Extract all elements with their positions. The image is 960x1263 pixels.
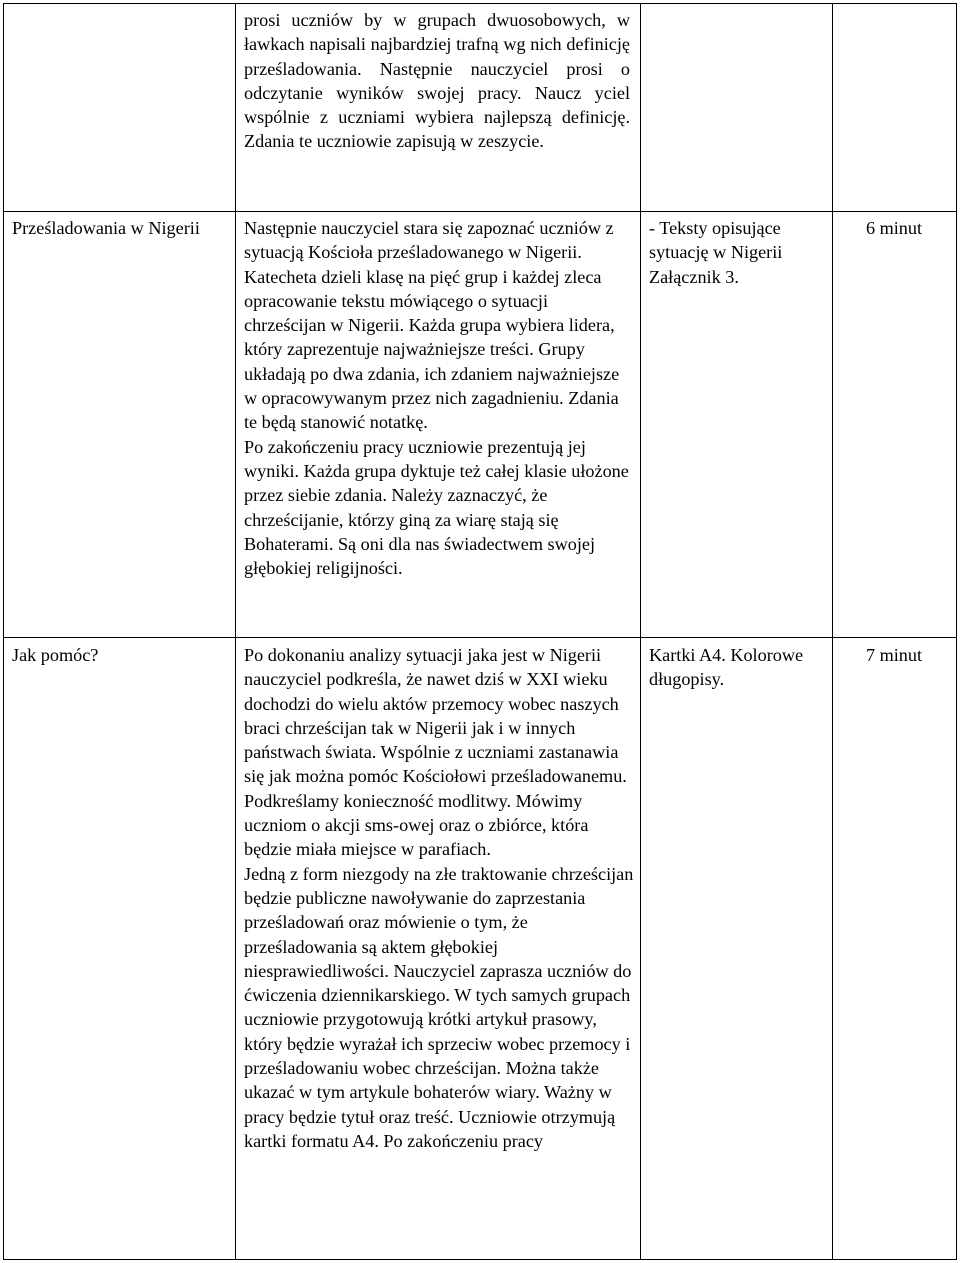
row-3-time: 7 minut bbox=[865, 645, 923, 665]
row-3-description-paragraph-1: Po dokonaniu analizy sytuacji jaka jest w Nigerii nauczyciel podkreśla, że nawet dziś w XXI wieku dochodzi do wielu aktów przemocy wobec naszych braci chrześcijan tak w Nigerii jak i w innych państwach świata. Wspólnie z uczniami zastanawia się jak można pomóc Kościołowi prześladowanemu. Podkreślamy konieczność modlitwy. Mówimy uczniom o akcji sms-owej oraz o zbiórce, która będzie miała miejsce w parafiach. bbox=[244, 645, 627, 860]
row-divider-2 bbox=[3, 637, 957, 638]
row-1-description-paragraph: prosi uczniów by w grupach dwuosobowych, w ławkach napisali najbardziej trafną wg nich definicję prześladowania. Następnie nauczyciel prosi o odczytanie wyników swojej pracy. Naucz yciel wspólnie z uczniami wybiera najlepszą definicję. Zdania te uczniowie zapisują w zeszycie. bbox=[244, 10, 630, 152]
row-3-materials-cell bbox=[649, 643, 829, 692]
row-3-description-cell bbox=[244, 643, 634, 1153]
row-3-topic: Jak pomóc? bbox=[12, 645, 99, 665]
row-1-description-cell bbox=[244, 8, 630, 154]
row-2-time-cell bbox=[836, 216, 952, 240]
row-divider-1 bbox=[3, 211, 957, 212]
row-2-topic-cell bbox=[12, 216, 228, 240]
row-2-description-paragraph-1: Następnie nauczyciel stara się zapoznać uczniów z sytuacją Kościoła prześladowanego w Nigerii. Katecheta dzieli klasę na pięć grup i każdej zleca opracowanie tekstu mówiącego o sytuacji chrześcijan w Nigerii. Każda grupa wybiera lidera, który zaprezentuje najważniejsze treści. Grupy układają po dwa zdania, ich zdaniem najważniejsze w opracowywanym przez nich zagadnieniu. Zdania te będą stanowić notatkę. bbox=[244, 218, 620, 433]
table-border-right bbox=[956, 3, 957, 1260]
column-divider-1 bbox=[235, 3, 236, 1260]
row-2-description-cell bbox=[244, 216, 634, 580]
row-2-description-paragraph-2: Po zakończeniu pracy uczniowie prezentują jej wyniki. Każda grupa dyktuje też całej klasie ułożone przez siebie zdania. Należy zaznaczyć, że chrześcijanie, którzy giną za wiarę stają się Bohaterami. Są oni dla nas świadectwem swojej głębokiej religijności. bbox=[244, 436, 629, 579]
row-3-description-paragraph-2: Jedną z form niezgody na złe traktowanie chrześcijan będzie publiczne nawoływanie do zaprzestania prześladowań oraz mówienie o tym, że prześladowania są aktem głębokiej niesprawiedliwości. Nauczyciel zaprasza uczniów do ćwiczenia dziennikarskiego. W tych samych grupach uczniowie przygotowują krótki artykuł prasowy, który będzie wyrażał ich sprzeciw wobec przemocy i prześladowaniu wobec chrześcijan. Można także ukazać w tym artykule bohaterów wiary. Ważny w pracy będzie tytuł oraz treść. Uczniowie otrzymują kartki formatu A4. Po zakończeniu pracy bbox=[244, 863, 634, 1151]
row-3-time-cell bbox=[836, 643, 952, 667]
column-divider-2 bbox=[640, 3, 641, 1260]
row-2-topic: Prześladowania w Nigerii bbox=[12, 218, 200, 238]
row-3-materials: Kartki A4. Kolorowe długopisy. bbox=[649, 645, 804, 690]
column-divider-3 bbox=[832, 3, 833, 1260]
table-border-left bbox=[3, 3, 4, 1260]
row-2-materials: - Teksty opisujące sytuację w Nigerii Załącznik 3. bbox=[649, 218, 783, 287]
row-3-topic-cell bbox=[12, 643, 228, 667]
row-2-materials-cell bbox=[649, 216, 819, 289]
table-border-bottom bbox=[3, 1259, 957, 1260]
table-border-top bbox=[3, 3, 957, 4]
row-2-time: 6 minut bbox=[865, 218, 923, 238]
